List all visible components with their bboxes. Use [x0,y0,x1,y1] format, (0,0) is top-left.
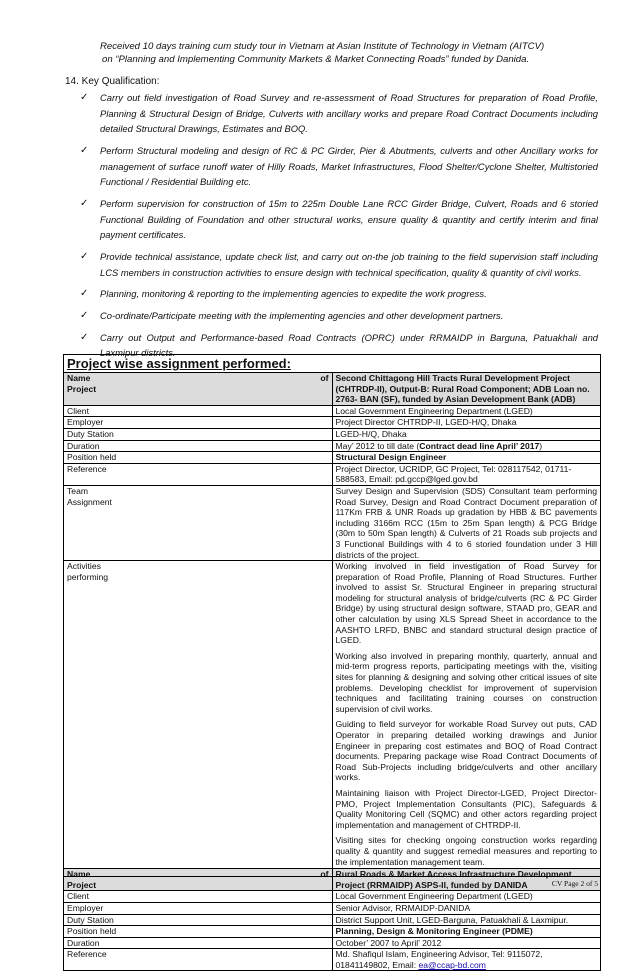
training-line-1: Received 10 days training cum study tour in Vietnam at Asian Institute of Technology in Vietnam (AITCV) [100,41,545,52]
table-row [64,891,601,903]
table-row [64,417,601,429]
employer-value: Senior Advisor, RRMAIDP-DANIDA [332,902,601,914]
table-title-row [64,355,601,373]
reference-value: Md. Shafiqul Islam, Engineering Advisor, Tel: 9115072, 01841149802, Email: ea@ccap-bd.com [332,949,601,971]
qualification-item [80,308,598,324]
table-row [64,405,601,417]
activity-paragraph: Visiting sites for checking ongoing construction works regarding quality & quantity and suggest remedial measures and reporting to the implementation management team. [335,835,597,867]
project-assignment-table [63,354,601,971]
activity-paragraph: Working also involved in preparing monthly, quarterly, annual and mid-term progress reports, participating meetings with the, visiting sites for planning & designing and solving other critical issues of site problems. Developing checklist for improvement of supervision techniques and facilitating training courses on construction supervision of civil works. [335,650,597,714]
table-row [64,561,601,869]
footer-divider [63,876,601,877]
checkmark-icon: ✓ [80,310,89,322]
activities-label: Activities performing [64,561,333,869]
qualification-text: Perform Structural modeling and design of RC & PC Girder, Pier & Abutments, culverts and other Ancillary works for management of surface runoff water of Hilly Roads, Market Infrastructures, Flood Shelter/Cyclone Shelter, Multistoried Functional / Residential Building etc. [100,144,598,188]
name-of-project-label: Name of Project [64,869,333,891]
qualification-item [80,90,598,137]
qualification-text: Carry out field investigation of Road Survey and re-assessment of Road Structures for preparation of Road Profile, Planning & Structural Design of Bridge, Culverts with ancillary works and prepare Road Contract Documents including detailed Structural Drawings, Estimates and BOQ. [100,92,598,135]
key-qualification-heading: 14. Key Qualification: [65,76,160,87]
table-row [64,440,601,452]
project-name: Rural Roads & Market Access Infrastructure Development Project (RRMAIDP) ASPS-II, funded by DANIDA [332,869,601,891]
qualification-text: Co-ordinate/Participate meeting with the implementing agencies and other development partners. [100,310,504,322]
team-assignment-value: Survey Design and Supervision (SDS) Consultant team performing Road Survey, Design and Road Contract Document preparation of 117Km FRB & UNR Roads up gradation by HBB & BC pavements including 3166m RCC (15m to 25m Span length) & PCG Bridge (30m to 50m Span length) & Culverts of 21 Roads sub projects and 3 Functional Buildings with 4 to 6 storied foundation under 3 Hill districts of the project. [332,485,601,560]
qualification-text: Carry out Output and Performance-based Road Contracts (OPRC) under RRMAIDP in Barguna, Patuakhali and Laxmipur districts. [100,331,598,359]
project-name: Second Chittagong Hill Tracts Rural Development Project (CHTRDP-II), Output-B: Rural Road Component; ADB Loan no. 2763- BAN (SF), funded by Asian Development Bank (ADB) [332,373,601,406]
duration-value: October’ 2007 to April’ 2012 [332,937,601,949]
table-row [64,452,601,464]
table-row [64,926,601,938]
activities-value [332,561,601,869]
training-note [100,40,600,66]
table-row [64,937,601,949]
duty-station-value: District Support Unit, LGED-Barguna, Patuakhali & Laxmipur. [332,914,601,926]
position-label: Position held [64,452,333,464]
activity-paragraph: Guiding to field surveyor for workable Road Survey out puts, CAD Operator in preparing detailed working drawings and Junior Engineer in preparing cost estimates and BOQ of Road Contract documents. Preparing package wise Road Contract Documents of Road Sub-Projects including bridge/culverts and other ancillary works. [335,719,597,783]
duration-label: Duration [64,937,333,949]
key-qualification-list [80,90,598,367]
checkmark-icon: ✓ [80,250,89,262]
training-line-2: on “Planning and Implementing Community Markets & Market Connecting Roads” funded by Danida. [102,54,530,65]
employer-value: Project Director CHTRDP-II, LGED-H/Q, Dhaka [332,417,601,429]
checkmark-icon: ✓ [80,288,89,300]
duration-label: Duration [64,440,333,452]
client-value: Local Government Engineering Department (LGED) [332,405,601,417]
reference-label: Reference [64,949,333,971]
table-row [64,902,601,914]
project-name-row [64,373,601,406]
team-assignment-label: Team Assignment [64,485,333,560]
client-label: Client [64,891,333,903]
reference-label: Reference [64,463,333,485]
duty-station-label: Duty Station [64,428,333,440]
table-row [64,428,601,440]
checkmark-icon: ✓ [80,92,89,103]
checkmark-icon: ✓ [80,197,89,209]
qualification-item [80,143,598,190]
position-value: Planning, Design & Monitoring Engineer (PDME) [332,926,601,938]
qualification-text: Perform supervision for construction of 15m to 225m Double Lane RCC Girder Bridge, Culvert, Roads and 6 storied Functional Building of Foundation and other structural works, ensure quality & quantity and certify interim and final payment certificates. [100,197,598,241]
table-row [64,485,601,560]
reference-email-link[interactable]: ea@ccap-bd.com [418,959,486,970]
page-number: CV Page 2 of 5 [551,879,598,888]
table-row [64,949,601,971]
qualification-text: Provide technical assistance, update check list, and carry out on-the job training to the field supervision staff including LCS members in construction activities to ensure design with technical specification, quality & quantity of civil works. [100,250,598,278]
qualification-item [80,249,598,280]
qualification-text: Planning, monitoring & reporting to the implementing agencies to expedite the work progress. [100,288,487,300]
duration-value: May’ 2012 to till date (Contract dead line April’ 2017) [332,440,601,452]
table-title: Project wise assignment performed: [64,355,601,373]
name-of-project-label: Name of Project [64,373,333,406]
qualification-item [80,286,598,302]
activity-paragraph: Working involved in field investigation of Road Survey for preparation of Road Profile, Planning of Road Structures. Further involved to assist Sr. Structural Engineer in preparing structural modeling for structural analysis of bridge/culverts (RC & PC Girder Bridge) by using structural design software, STAAD pro, GEAR and other calculation by using XLS Spread Sheet in accordance to the AASHTO LRFD, BNBC and standard structural design practice of LGED. [335,561,597,646]
qualification-item [80,196,598,243]
duty-station-label: Duty Station [64,914,333,926]
table-row [64,463,601,485]
position-label: Position held [64,926,333,938]
employer-label: Employer [64,417,333,429]
duty-station-value: LGED-H/Q, Dhaka [332,428,601,440]
project-name-row [64,869,601,891]
position-value: Structural Design Engineer [332,452,601,464]
client-value: Local Government Engineering Department (LGED) [332,891,601,903]
activity-paragraph: Maintaining liaison with Project Director-LGED, Project Director-PMO, Project Implementation Consultants (PIC), Safeguards & Quality Monitoring Cell (SQMC) and other actors regarding project implementation and management of CHTRDP-II. [335,787,597,830]
checkmark-icon: ✓ [80,331,89,343]
client-label: Client [64,405,333,417]
checkmark-icon: ✓ [80,144,89,156]
employer-label: Employer [64,902,333,914]
reference-value: Project Director, UCRIDP, GC Project, Tel: 028117542, 01711-588583, Email: pd.gccp@lged.gov.bd [332,463,601,485]
table-row [64,914,601,926]
